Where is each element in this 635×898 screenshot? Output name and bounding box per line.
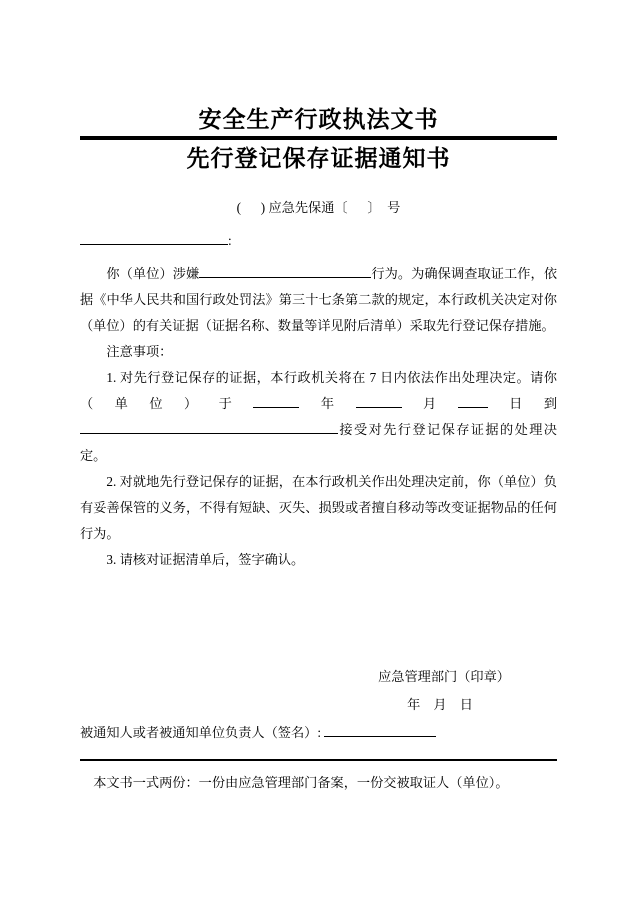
paragraph1-text-post: 行为。为确保调查取证工作，依据《中华人民共和国行政处罚法》第三十七条第二款的规定，本行政机关决定对你（单位）的有关证据（证据名称、数量等详见附后清单）采取先行登记保存措施。 [80, 266, 558, 333]
issuing-department: 应急管理部门（印章） [378, 669, 510, 684]
notice-item-3: 3. 请核对证据清单后，签字确认。 [106, 552, 305, 567]
document-body [80, 261, 557, 573]
document-category-title: 安全生产行政执法文书 [198, 107, 439, 132]
paragraph1-text-pre: 你（单位）涉嫌 [106, 266, 200, 281]
title-divider [80, 136, 557, 140]
year-blank [253, 395, 299, 408]
footer-divider [80, 759, 557, 761]
addressee-blank [80, 232, 228, 245]
item1-text-2: 年 [299, 396, 356, 411]
recipient-label: 被通知人或者被通知单位负责人（签名）: [80, 725, 325, 740]
addressee-line [80, 231, 557, 251]
item1-text-1: 1. 对先行登记保存的证据，本行政机关将在 7 日内依法作出处理决定。请你（单位）于 [80, 370, 557, 411]
footer-note: 本文书一式两份：一份由应急管理部门备案，一份交被取证人（单位）。 [93, 775, 509, 790]
notice-item-2: 2. 对就地先行登记保存的证据，在本行政机关作出处理决定前，你（单位）负有妥善保管的义务，不得有短缺、灭失、损毁或者擅自移动等改变证据物品的任何行为。 [80, 474, 557, 541]
suspected-conduct-blank [199, 265, 371, 278]
month-blank [356, 395, 402, 408]
item1-text-5: 接受对先行登记保存证据的处理决定。 [80, 422, 557, 463]
recipient-signature-line [80, 720, 557, 746]
location-blank [80, 421, 338, 434]
day-blank [458, 395, 488, 408]
document-number: ( ) 应急先保通〔 〕 号 [236, 200, 401, 215]
signature-date-line: 年 月 日 [407, 697, 473, 712]
item1-text-3: 月 [401, 396, 458, 411]
item1-text-4: 日到 [487, 396, 558, 411]
signature-block [80, 663, 557, 719]
notice-heading: 注意事项： [106, 344, 173, 359]
body-paragraph-1 [80, 261, 557, 339]
addressee-colon: : [228, 233, 232, 248]
notice-item-1 [80, 365, 557, 469]
recipient-signature-blank [324, 724, 436, 737]
document-title: 先行登记保存证据通知书 [186, 146, 451, 171]
